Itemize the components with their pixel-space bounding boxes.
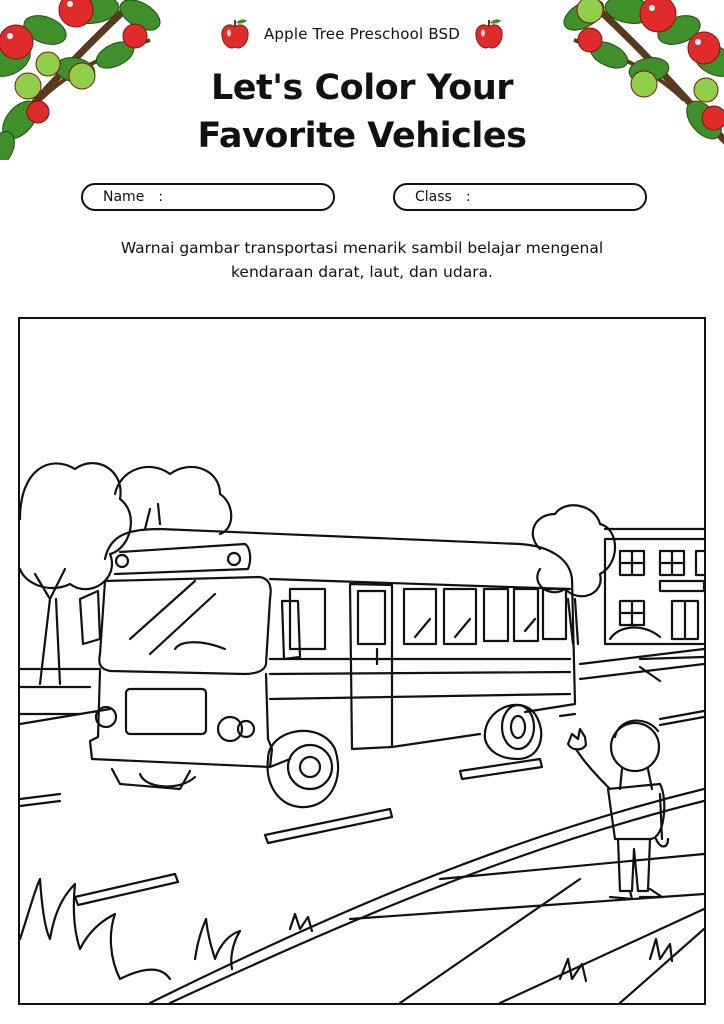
school-name: Apple Tree Preschool BSD — [263, 25, 461, 43]
class-field — [393, 183, 647, 211]
instructions-line-2: kendaraan darat, laut, dan udara. — [231, 263, 493, 281]
name-separator: : — [158, 189, 164, 205]
child-waving-icon — [568, 721, 668, 899]
school-header — [0, 18, 724, 54]
class-label: Class — [415, 189, 452, 205]
title-line-1: Let's Color Your — [210, 68, 514, 108]
page-title — [0, 64, 724, 160]
class-input[interactable] — [479, 186, 657, 208]
instructions-line-1: Warnai gambar transportasi menarik sambil belajar mengenal — [120, 239, 604, 257]
instructions — [60, 236, 664, 284]
school-building-icon — [605, 529, 704, 644]
name-field — [81, 183, 335, 211]
name-label: Name — [103, 189, 145, 205]
name-input[interactable] — [171, 186, 349, 208]
coloring-area[interactable] — [18, 317, 706, 1005]
apple-icon — [474, 18, 504, 50]
title-line-2: Favorite Vehicles — [197, 116, 527, 156]
apple-icon — [220, 18, 250, 50]
grass-icon — [20, 879, 672, 981]
class-separator: : — [465, 189, 471, 205]
